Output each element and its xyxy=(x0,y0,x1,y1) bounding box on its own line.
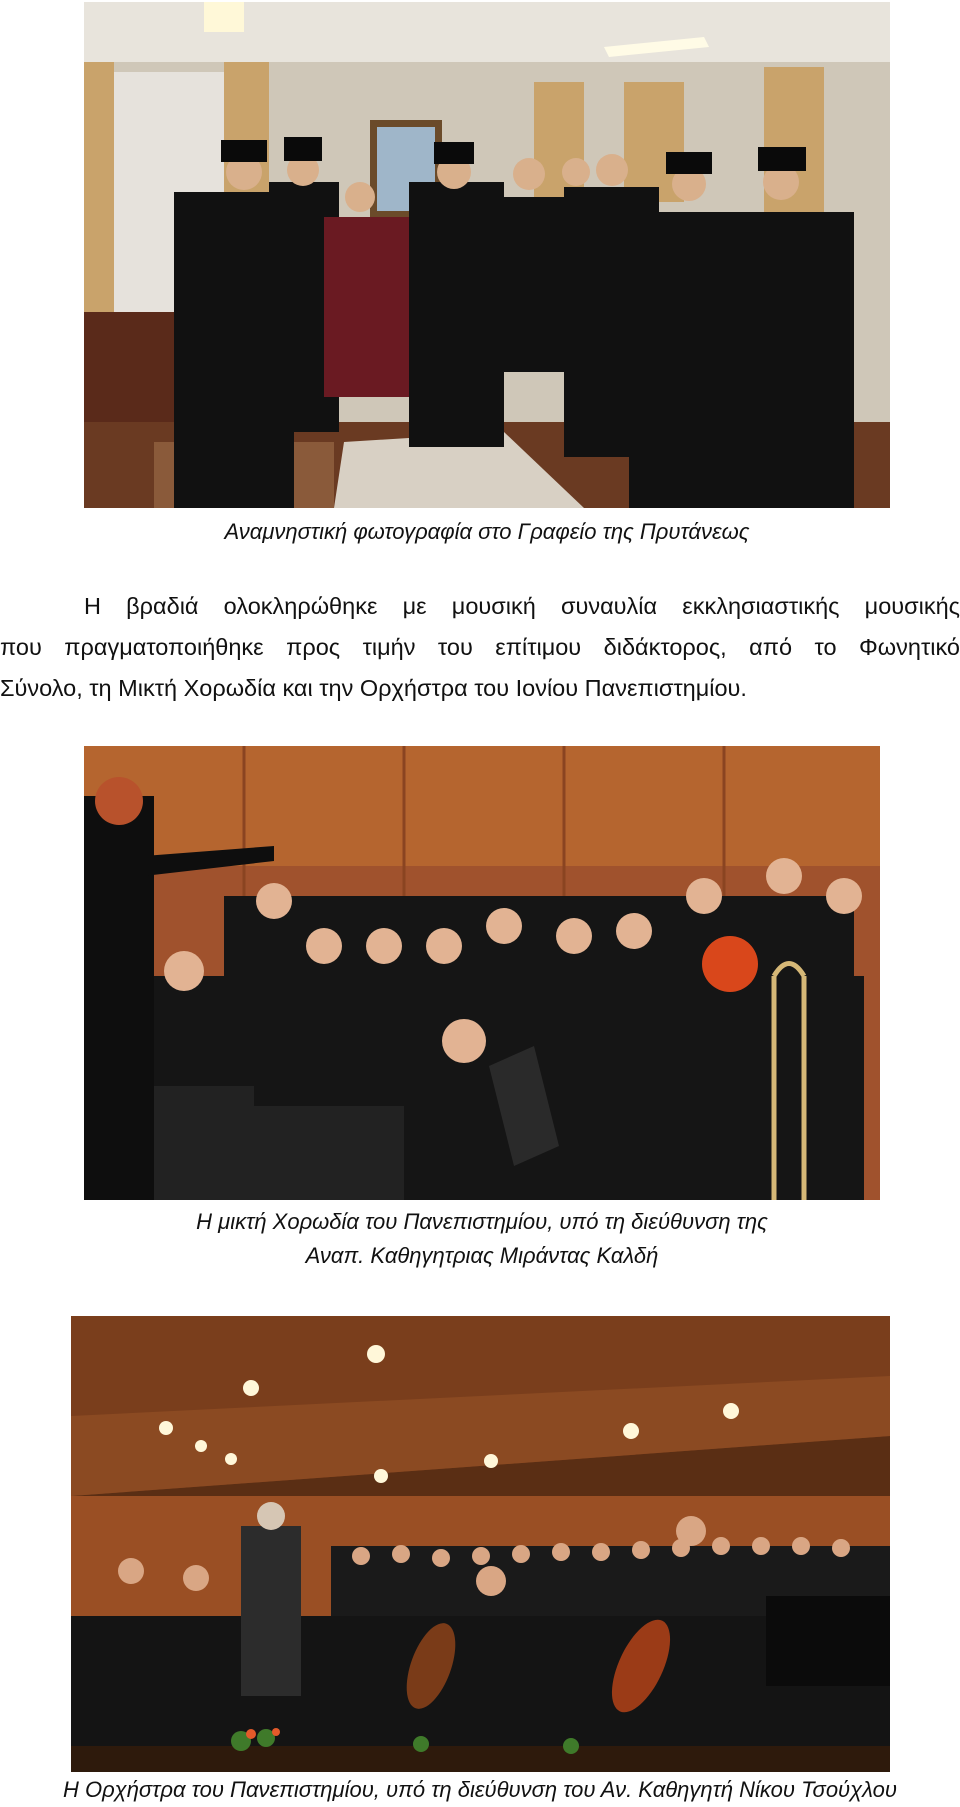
paragraph-line-1: Η βραδιά ολοκληρώθηκε με μουσική συναυλία εκκλησιαστικής μουσικής xyxy=(84,593,960,619)
caption-orchestra: Η Ορχήστρα του Πανεπιστημίου, υπό τη διεύθυνση του Αν. Καθηγητή Νίκου Τσούχλου xyxy=(62,1777,898,1802)
photo-mixed-choir xyxy=(84,746,880,1200)
paragraph-line-2: που πραγματοποιήθηκε προς τιμήν του επίτιμου διδάκτορος, από το Φωνητικό xyxy=(0,634,960,660)
caption-rector-office: Αναμνηστική φωτογραφία στο Γραφείο της Πρυτάνεως xyxy=(224,519,750,544)
photo-rector-office xyxy=(84,2,890,508)
body-paragraph xyxy=(0,586,960,709)
paragraph-line-3: Σύνολο, τη Μικτή Χορωδία και την Ορχήστρα του Ιονίου Πανεπιστημίου. xyxy=(0,675,747,701)
caption-choir-line-2: Αναπ. Καθηγητριας Μιράντας Καλδή xyxy=(305,1243,659,1268)
photo-orchestra xyxy=(71,1316,890,1772)
caption-choir-line-1: Η μικτή Χορωδία του Πανεπιστημίου, υπό τη διεύθυνση της xyxy=(196,1209,768,1234)
